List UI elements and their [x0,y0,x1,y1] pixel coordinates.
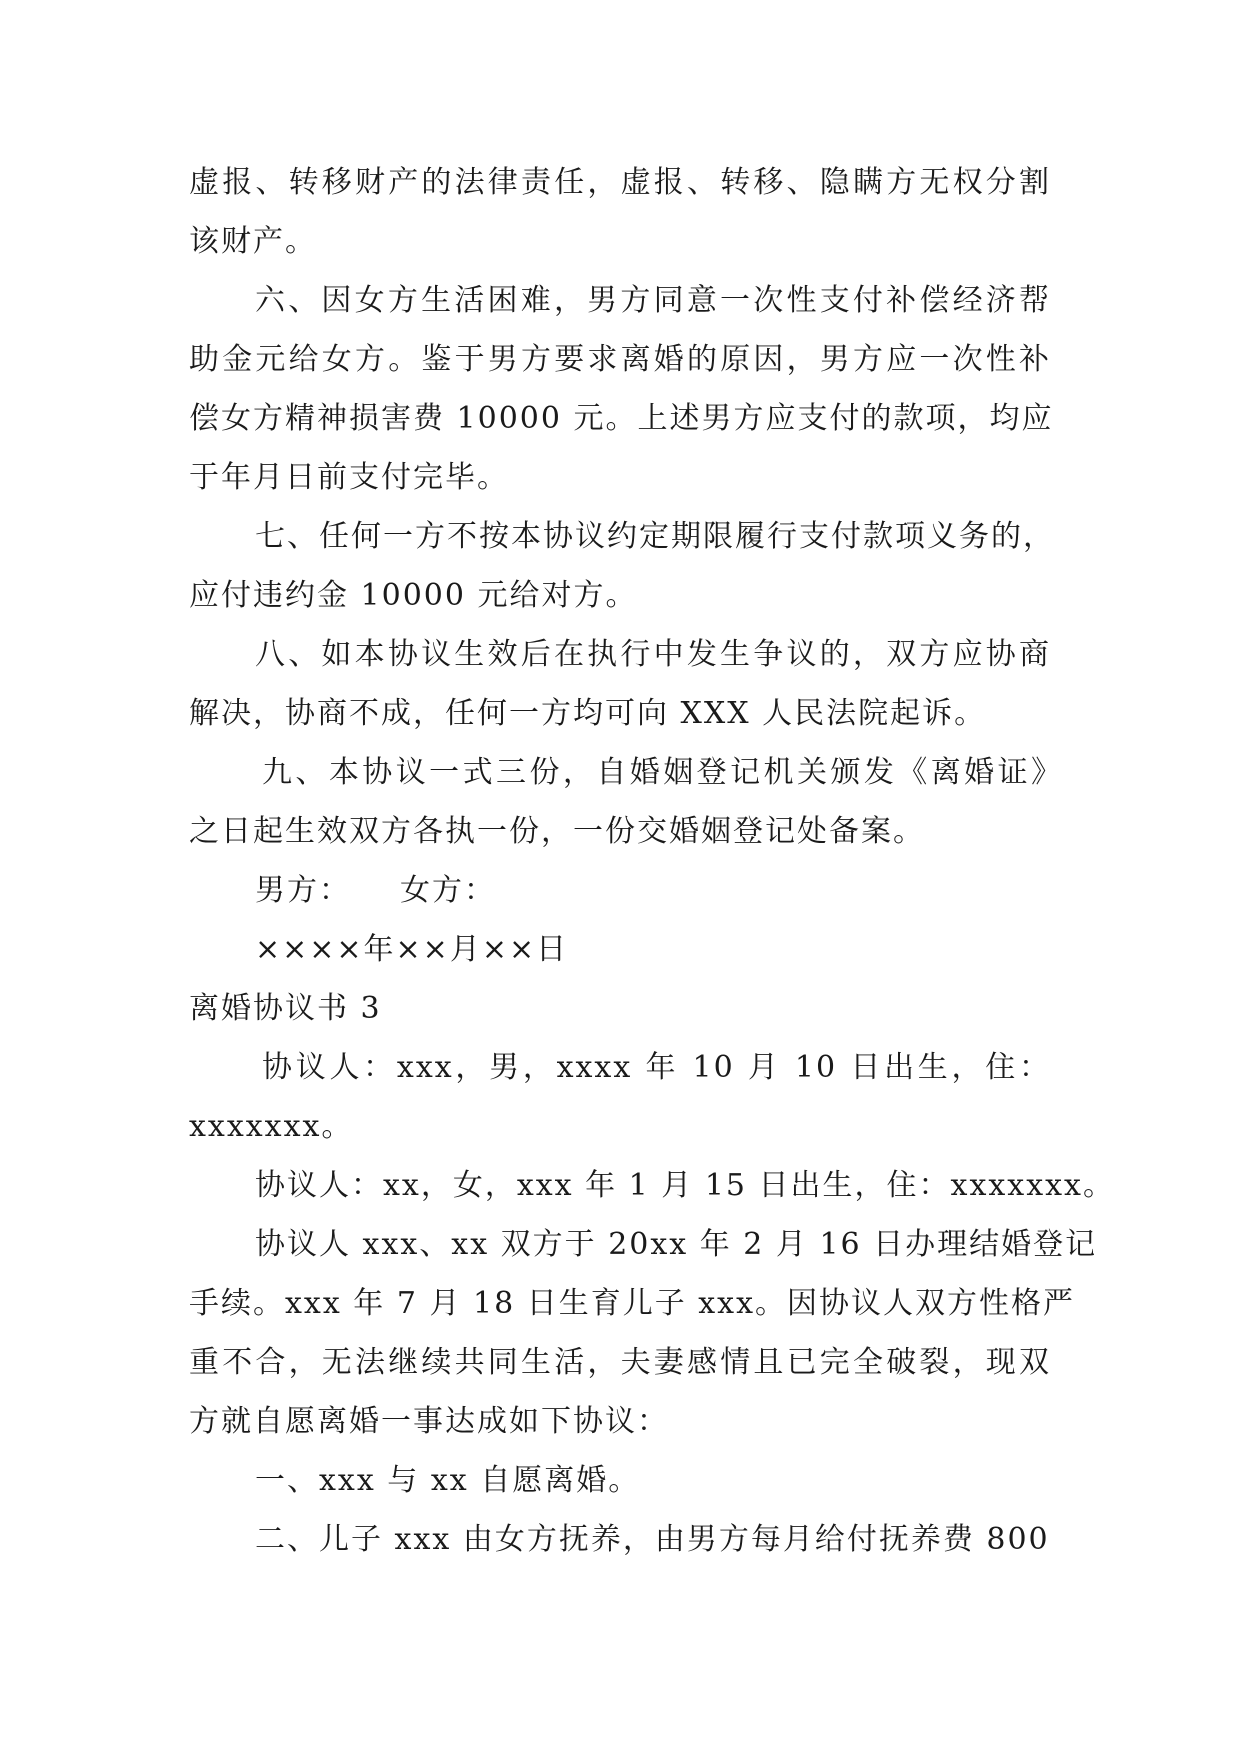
text-line: 九、本协议一式三份，自婚姻登记机关颁发《离婚证》 [262,755,1063,790]
text-line: xxxxxxx。 [189,1109,354,1144]
text-line: 之日起生效双方各执一份，一份交婚姻登记处备案。 [189,814,925,849]
text-line: 七、任何一方不按本协议约定期限履行支付款项义务的， [255,519,1055,554]
text-line: 八、如本协议生效后在执行中发生争议的，双方应协商 [255,637,1051,672]
text-line: 二、儿子 xxx 由女方抚养，由男方每月给付抚养费 800 [255,1522,1050,1557]
section-title: 离婚协议书 3 [189,991,382,1026]
text-line: 六、因女方生活困难，男方同意一次性支付补偿经济帮 [255,283,1051,318]
date-line: ××××年××月××日 [255,932,569,967]
text-line: 协议人：xx，女，xxx 年 1 月 15 日出生，住：xxxxxxx。 [255,1168,1115,1203]
text-line: 方就自愿离婚一事达成如下协议： [189,1404,669,1439]
text-line: 重不合，无法继续共同生活，夫妻感情且已完全破裂，现双 [189,1345,1051,1380]
text-line: 协议人：xxx，男，xxxx 年 10 月 10 日出生，住： [262,1050,1051,1085]
text-line: 于年月日前支付完毕。 [189,460,509,495]
signature-line: 男方： 女方： [255,873,496,908]
text-line: 一、xxx 与 xx 自愿离婚。 [255,1463,641,1498]
text-line: 偿女方精神损害费 10000 元。上述男方应支付的款项，均应 [189,401,1054,436]
text-line: 应付违约金 10000 元给对方。 [189,578,638,613]
text-line: 协议人 xxx、xx 双方于 20xx 年 2 月 16 日办理结婚登记 [255,1227,1098,1262]
text-line: 助金元给女方。鉴于男方要求离婚的原因，男方应一次性补 [189,342,1051,377]
text-line: 虚报、转移财产的法律责任，虚报、转移、隐瞒方无权分割 [189,165,1051,200]
text-line: 该财产。 [189,224,317,259]
text-line: 解决，协商不成，任何一方均可向 XXX 人民法院起诉。 [189,696,987,731]
text-line: 手续。xxx 年 7 月 18 日生育儿子 xxx。因协议人双方性格严 [189,1286,1075,1321]
